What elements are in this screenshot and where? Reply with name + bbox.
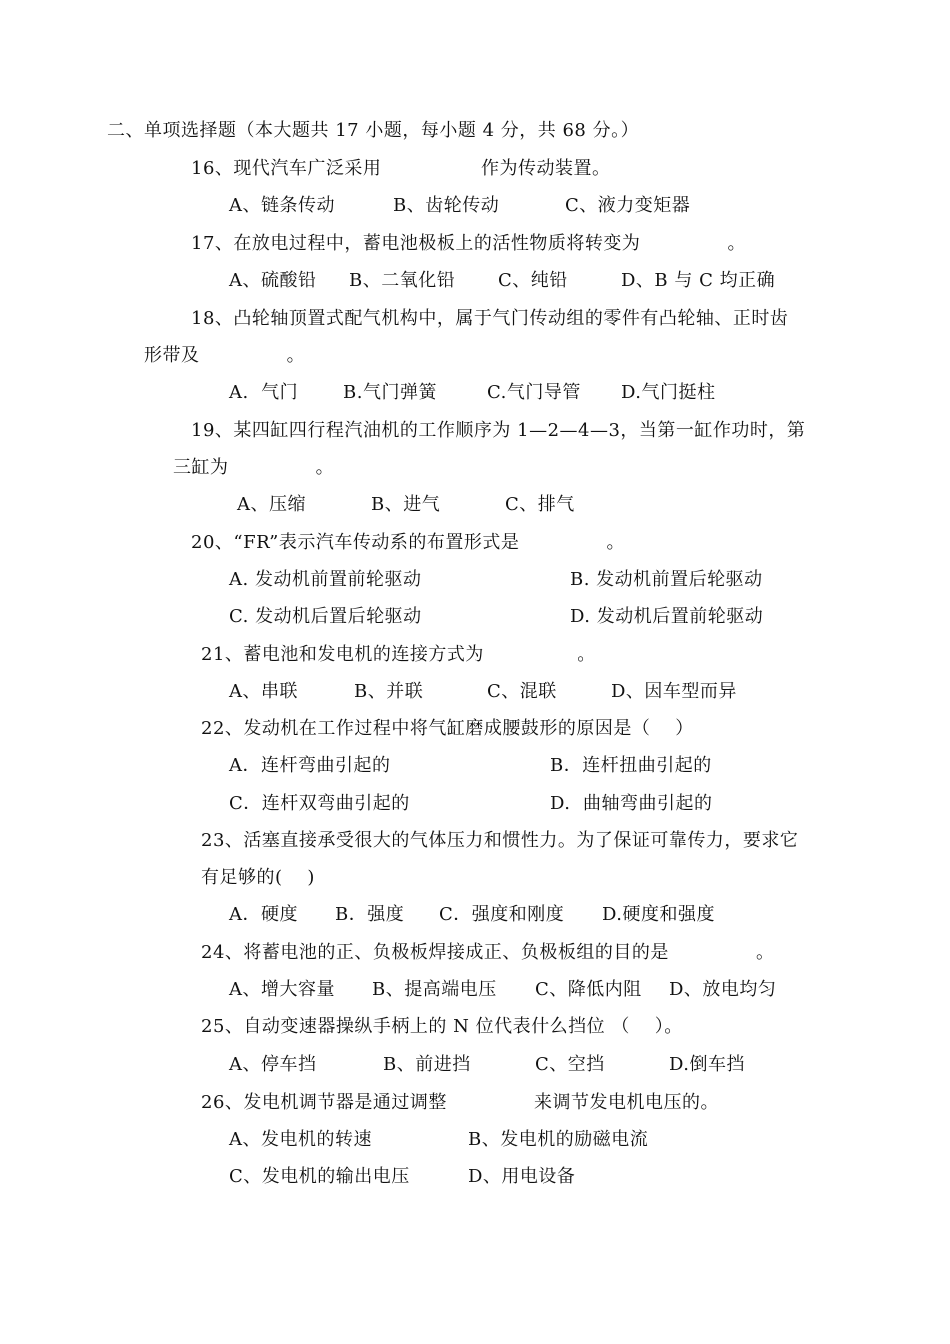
option: B．连杆扭曲引起的 (550, 755, 712, 776)
option: A、串联 (229, 681, 298, 702)
option: A、硫酸铅 (229, 270, 317, 291)
option: B. 发动机前置后轮驱动 (570, 569, 763, 590)
option: D.倒车挡 (669, 1054, 746, 1075)
option: C、空挡 (535, 1054, 605, 1075)
option: D、B 与 C 均正确 (621, 270, 776, 291)
option: A．硬度 (229, 904, 298, 925)
question-stem-continued: 有足够的( ) (201, 867, 315, 888)
option: B、前进挡 (383, 1054, 471, 1075)
question-stem-continued: 三缸为 。 (173, 457, 335, 478)
option: C．连杆双弯曲引起的 (229, 793, 410, 814)
option: C、排气 (505, 494, 575, 515)
option: C．强度和刚度 (439, 904, 565, 925)
question-stem: 21、蓄电池和发电机的连接方式为 。 (201, 644, 596, 665)
option: D、放电均匀 (669, 979, 777, 1000)
option: A、发电机的转速 (229, 1129, 372, 1150)
option: C、纯铅 (498, 270, 568, 291)
question-stem: 19、某四缸四行程汽油机的工作顺序为 1—2—4—3，当第一缸作功时，第 (191, 420, 806, 441)
question-stem: 22、发动机在工作过程中将气缸磨成腰鼓形的原因是（ ） (201, 718, 694, 739)
option: A、链条传动 (229, 195, 335, 216)
option: D. 曲轴弯曲引起的 (550, 793, 713, 814)
option: B、二氧化铅 (349, 270, 456, 291)
question-stem: 17、在放电过程中，蓄电池极板上的活性物质将转变为 。 (191, 233, 747, 254)
question-stem: 16、现代汽车广泛采用 作为传动装置。 (191, 158, 611, 179)
question-stem: 24、将蓄电池的正、负极板焊接成正、负极板组的目的是 。 (201, 942, 775, 963)
option: D.气门挺柱 (621, 382, 716, 403)
option: C、混联 (487, 681, 557, 702)
option: A. 气门 (229, 382, 299, 403)
option: B、发电机的励磁电流 (468, 1129, 649, 1150)
option: C、发电机的输出电压 (229, 1166, 410, 1187)
option: D、用电设备 (468, 1166, 576, 1187)
option: B、进气 (371, 494, 441, 515)
option: B．强度 (335, 904, 405, 925)
question-stem: 20、“FR”表示汽车传动系的布置形式是 。 (191, 532, 625, 553)
option: D.硬度和强度 (602, 904, 716, 925)
option: A、压缩 (237, 494, 306, 515)
option: D. 发动机后置前轮驱动 (570, 606, 764, 627)
question-stem: 25、自动变速器操纵手柄上的 N 位代表什么挡位 （ ）。 (201, 1016, 683, 1037)
option: C. 发动机后置后轮驱动 (229, 606, 422, 627)
option: B、齿轮传动 (393, 195, 500, 216)
question-stem: 23、活塞直接承受很大的气体压力和惯性力。为了保证可靠传力，要求它 (201, 830, 799, 851)
question-stem: 26、发电机调节器是通过调整 来调节发电机电压的。 (201, 1092, 720, 1113)
option: C.气门导管 (487, 382, 581, 403)
option: A. 发动机前置前轮驱动 (229, 569, 422, 590)
option: C、降低内阻 (535, 979, 642, 1000)
question-stem-continued: 形带及 。 (144, 345, 306, 366)
option: B、提高端电压 (372, 979, 497, 1000)
option: B.气门弹簧 (343, 382, 437, 403)
option: A、增大容量 (229, 979, 335, 1000)
question-stem: 18、凸轮轴顶置式配气机构中，属于气门传动组的零件有凸轮轴、正时齿 (191, 308, 789, 329)
option: C、液力变矩器 (565, 195, 691, 216)
option: A．连杆弯曲引起的 (229, 755, 391, 776)
option: D、因车型而异 (611, 681, 737, 702)
option: B、并联 (354, 681, 424, 702)
section-title: 二、单项选择题（本大题共 17 小题，每小题 4 分，共 68 分。） (107, 120, 640, 141)
option: A、停车挡 (229, 1054, 317, 1075)
